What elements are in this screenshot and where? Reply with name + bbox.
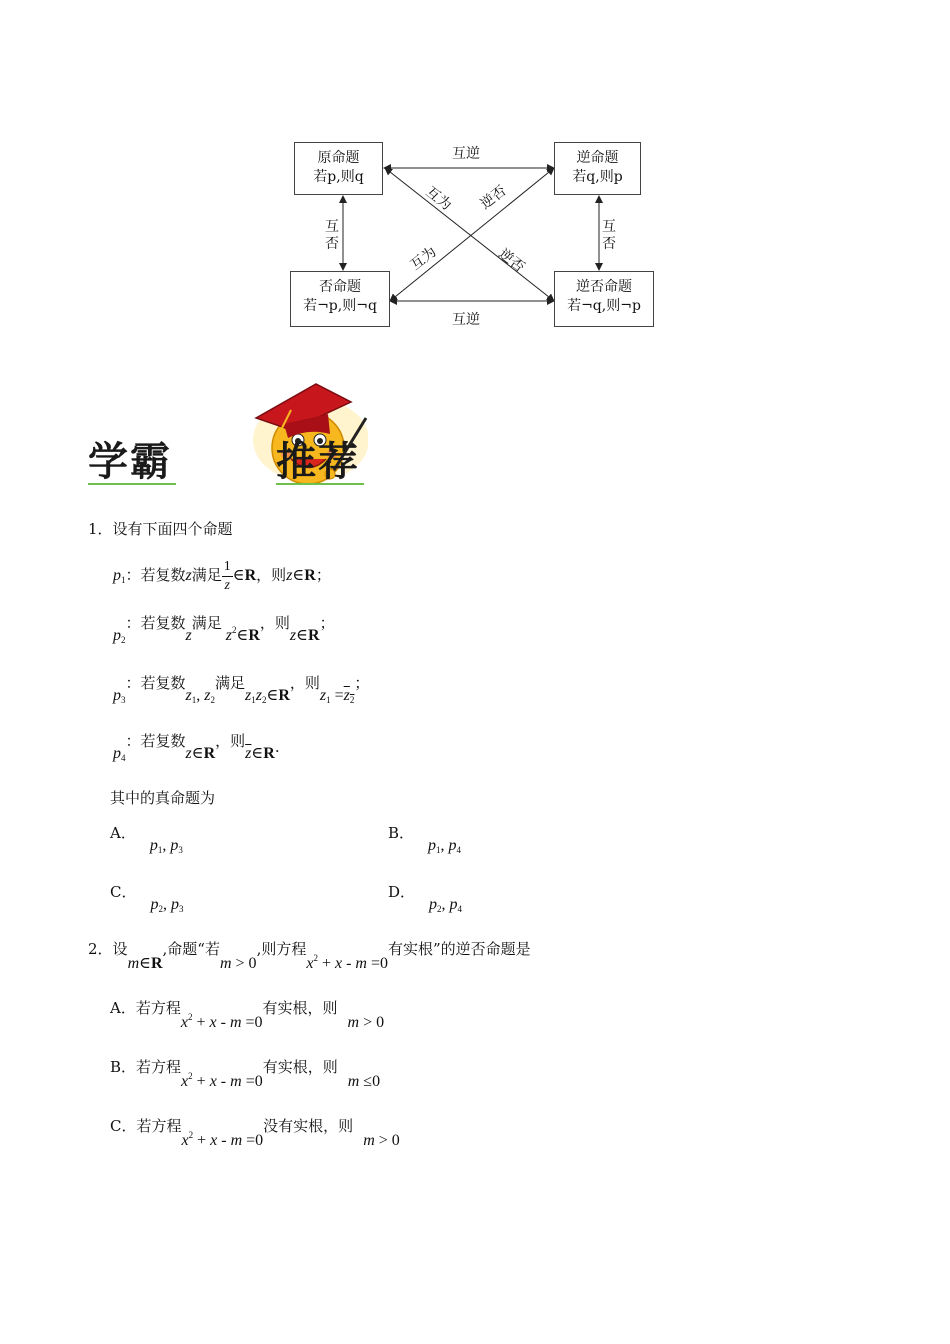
- q2-stem: 2．设m∈R,命题“若m > 0,则方程$x^2 + x - m =0$有实根”的逆否命题是: [88, 940, 531, 972]
- p1-label: $p_1$: [113, 567, 126, 585]
- q1-stem: [88, 518, 233, 539]
- box-inverse: [290, 271, 390, 327]
- q1-option-b[interactable]: B．$p_1$, $p_4$: [388, 824, 462, 855]
- q1-p2: $p_2$：若复数z满足$z^2\in R$，则z∈R；: [113, 614, 335, 645]
- p1-text-2: 满足: [191, 566, 222, 584]
- p1-fraction: $\frac{1}{z}$: [223, 558, 231, 593]
- box-original-title: 原命题: [317, 150, 360, 166]
- box-inverse-title: 否命题: [319, 279, 361, 295]
- box-converse: [554, 142, 641, 195]
- p1-z: z: [185, 567, 192, 584]
- logo-right-text: 推荐: [276, 439, 360, 485]
- box-original-body: 若p,则q: [313, 169, 364, 185]
- q1-option-c[interactable]: C．$p_2$, $p_3$: [110, 883, 184, 914]
- p3-label: $p_3$: [113, 687, 126, 705]
- label-left: 互否: [325, 219, 339, 252]
- p2-label: $p_2$: [113, 627, 126, 645]
- q2-option-c[interactable]: C．若方程$x^2 + x - m =0$没有实根，则m > 0: [110, 1117, 400, 1149]
- q1-stem-text: 设有下面四个命题: [112, 520, 233, 538]
- box-contrapositive-body: 若¬q,则¬p: [567, 298, 641, 314]
- box-converse-body: 若q,则p: [572, 169, 623, 185]
- q1-number: 1．: [88, 520, 113, 538]
- q1-option-a[interactable]: A．$p_1$, $p_3$: [110, 824, 183, 855]
- p4-label: $p_4$: [113, 745, 126, 763]
- q1-p4: $p_4$：若复数z∈R，则$\overline{z}\in R$.: [113, 732, 280, 763]
- q1-option-d[interactable]: D．$p_2$, $p_4$: [388, 883, 463, 914]
- q1-p3: $p_3$：若复数$z_1$, $z_2$满足$z_1z_2\in R$，则$z_1 =z_2$；: [113, 674, 370, 705]
- q1-p1: $p_1$：若复数z满足 $\frac{1}{z}$ ∈R，则z∈R；: [113, 558, 331, 593]
- label-diag-a2: 逆否: [495, 245, 528, 276]
- q2-option-b[interactable]: B．若方程$x^2 + x - m =0$有实根，则m ≤0: [110, 1058, 381, 1090]
- label-bottom: 互逆: [452, 312, 480, 328]
- label-right: 互否: [602, 219, 616, 252]
- box-contrapositive: [554, 271, 654, 327]
- box-original: [294, 142, 383, 195]
- label-diag-a1: 互为: [422, 183, 455, 214]
- q1-prompt: 其中的真命题为: [110, 789, 216, 807]
- logo-left-text: 学霸: [88, 439, 172, 485]
- xueba-logo: [86, 380, 368, 492]
- box-contrapositive-title: 逆否命题: [576, 279, 632, 295]
- p1-text-1: ：若复数: [125, 566, 186, 584]
- label-diag-b2: 逆否: [477, 182, 510, 213]
- label-top: 互逆: [452, 146, 480, 162]
- box-converse-title: 逆命题: [576, 150, 619, 166]
- proposition-diagram-lines: [0, 0, 950, 340]
- box-inverse-body: 若¬p,则¬q: [303, 298, 377, 314]
- label-diag-b1: 互为: [407, 243, 440, 274]
- q2-option-a[interactable]: A．若方程$x^2 + x - m =0$有实根，则m > 0: [110, 999, 385, 1031]
